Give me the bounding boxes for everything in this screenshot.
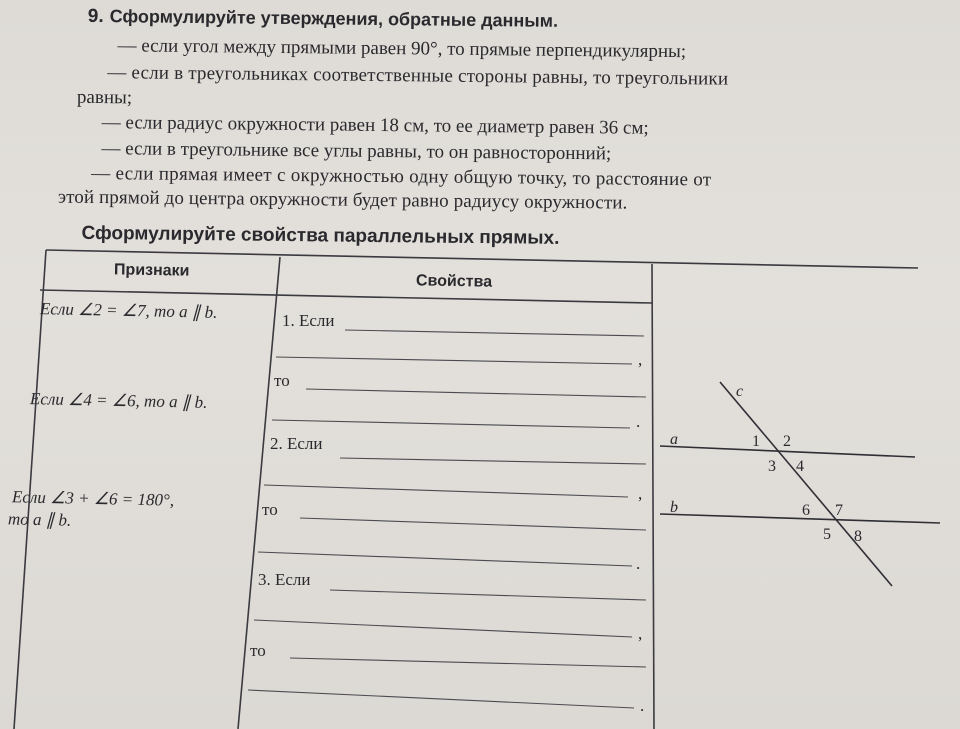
col-header-signs: Признаки bbox=[113, 261, 190, 280]
parallel-lines-diagram bbox=[650, 370, 950, 600]
angle-7: 7 bbox=[835, 502, 843, 519]
label-c: c bbox=[736, 383, 744, 400]
task-item: — если в треугольниках соответственные стороны равны, то треугольники bbox=[107, 62, 729, 90]
angle-2: 2 bbox=[783, 433, 791, 450]
comma: , bbox=[638, 350, 643, 369]
sign-3-line2: то a ∥ b. bbox=[7, 509, 72, 530]
task-item: — если в треугольнике все углы равны, то он равносторонний; bbox=[101, 138, 612, 165]
property-1-then: то bbox=[274, 371, 290, 390]
line-c bbox=[720, 382, 892, 586]
angle-5: 5 bbox=[823, 526, 831, 543]
section-title: Сформулируйте свойства параллельных прямых. bbox=[81, 222, 560, 249]
period: . bbox=[636, 554, 641, 573]
task-item: — если радиус окружности равен 18 см, то ее диаметр равен 36 см; bbox=[101, 112, 649, 139]
task-item: этой прямой до центра окружности будет равно радиусу окружности. bbox=[57, 186, 628, 214]
angle-6: 6 bbox=[802, 502, 810, 519]
task-number: 9. bbox=[87, 5, 104, 28]
task-item: равны; bbox=[76, 86, 133, 109]
property-2-then: то bbox=[262, 500, 278, 519]
sign-2: Если ∠4 = ∠6, то a ∥ b. bbox=[29, 389, 208, 412]
period: . bbox=[640, 696, 645, 715]
comma: , bbox=[638, 624, 643, 643]
angle-8: 8 bbox=[854, 528, 862, 545]
line-b bbox=[660, 514, 940, 523]
task-item: — если прямая имеет с окружностью одну общую точку, то расстояние от bbox=[91, 162, 712, 191]
task-item: — если угол между прямыми равен 90°, то прямые перпендикулярны; bbox=[117, 35, 687, 63]
period: . bbox=[636, 412, 641, 431]
label-b: b bbox=[670, 499, 678, 516]
comma: , bbox=[638, 484, 643, 503]
label-a: a bbox=[670, 431, 678, 448]
property-3-if: 3. Если bbox=[258, 570, 311, 589]
angle-4: 4 bbox=[796, 458, 804, 475]
angle-3: 3 bbox=[768, 458, 776, 475]
task-title: Сформулируйте утверждения, обратные данным. bbox=[109, 6, 559, 31]
sign-1: Если ∠2 = ∠7, то a ∥ b. bbox=[39, 299, 218, 322]
property-3-then: то bbox=[250, 641, 266, 660]
property-2-if: 2. Если bbox=[270, 434, 323, 453]
property-1-if: 1. Если bbox=[282, 311, 335, 330]
col-header-properties: Свойства bbox=[415, 272, 493, 291]
angle-1: 1 bbox=[752, 433, 760, 450]
sign-3-line1: Если ∠3 + ∠6 = 180°, bbox=[11, 487, 175, 510]
